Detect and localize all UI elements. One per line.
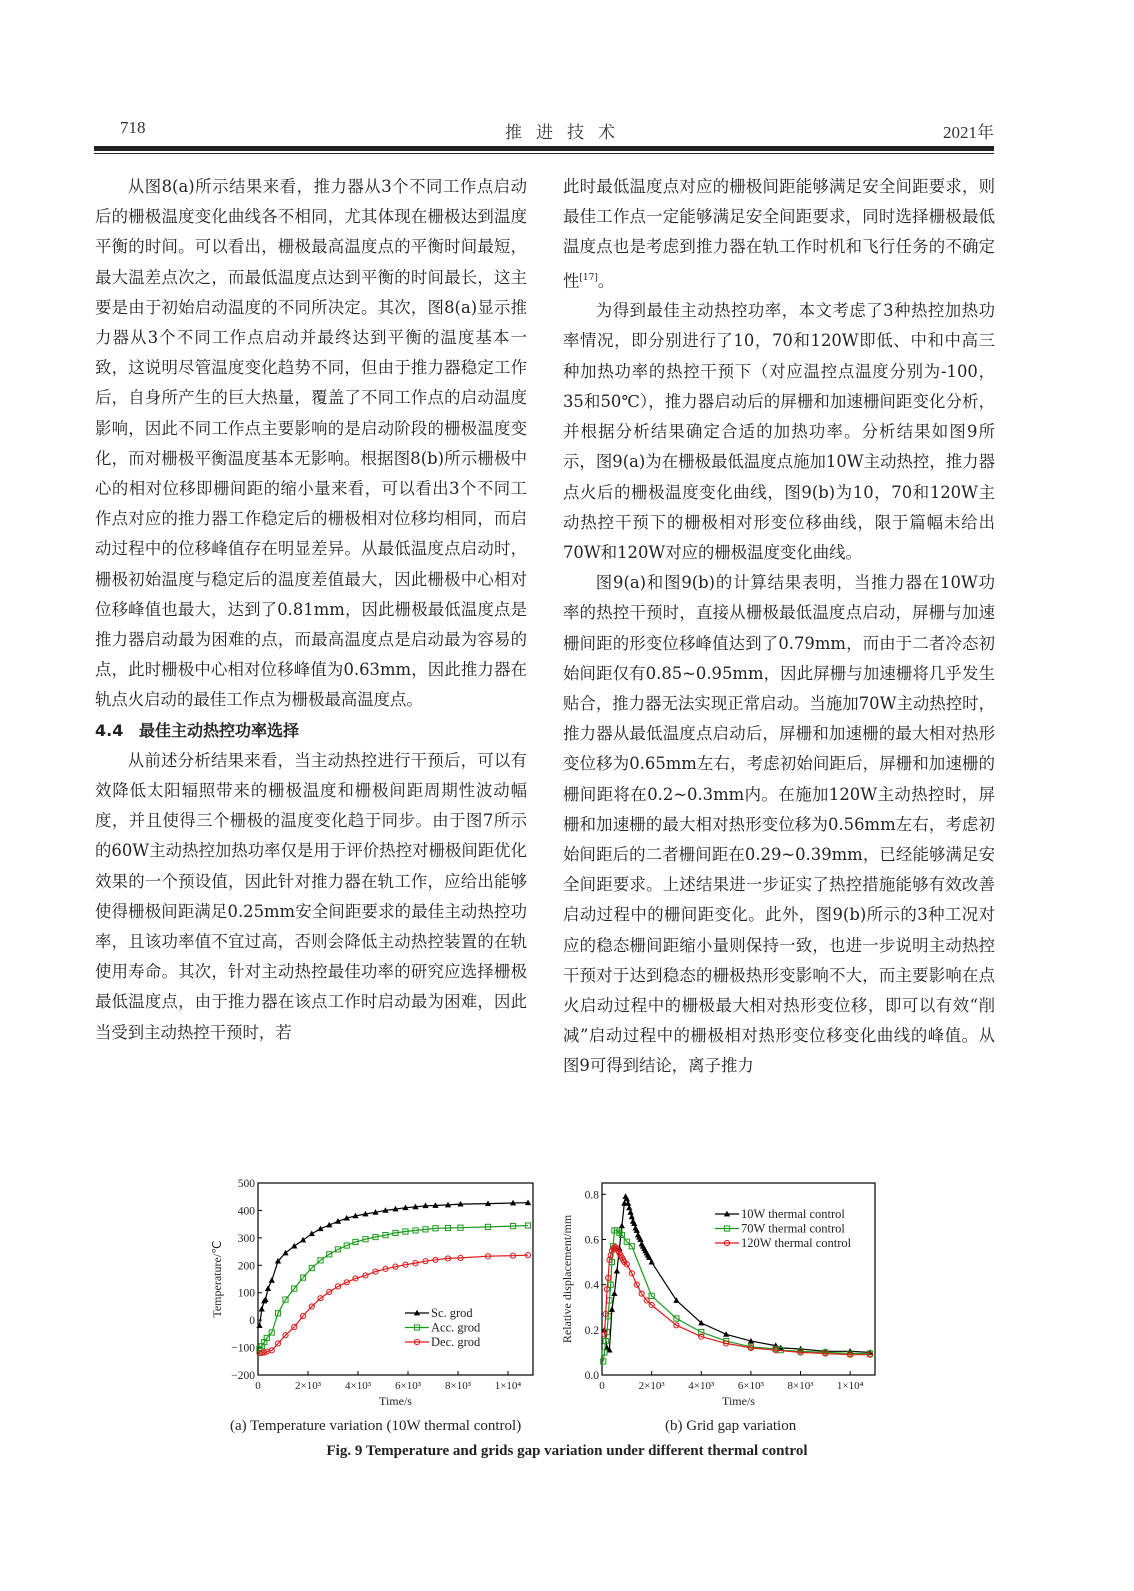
data-point: [627, 1205, 632, 1210]
journal-title: 推进技术: [505, 123, 629, 142]
data-point: [628, 1210, 633, 1215]
y-tick-label: 0.8: [584, 1189, 599, 1202]
y-tick-label: 300: [237, 1232, 255, 1245]
legend-label: 10W thermal control: [741, 1207, 845, 1221]
header-rule-thin: [94, 153, 994, 154]
data-point: [609, 1307, 614, 1312]
page-number: 718: [120, 118, 146, 137]
y-tick-label: 0.6: [584, 1234, 599, 1247]
series-dec-grod: [257, 1253, 531, 1356]
legend-entry: [405, 1306, 473, 1320]
legend-label: Sc. grod: [431, 1306, 473, 1320]
data-point: [649, 1259, 654, 1264]
section-number: 4.4: [95, 720, 124, 740]
body-paragraph: [563, 172, 995, 296]
section-title: 最佳主动热控功率选择: [139, 720, 300, 740]
temperature-chart: [205, 1170, 545, 1420]
series-line: [260, 1255, 529, 1353]
header-rule-thick: [94, 146, 994, 151]
citation-ref[interactable]: [17]: [579, 272, 598, 283]
x-tick-label: 4×10³: [688, 1380, 715, 1392]
data-point: [625, 1201, 630, 1206]
legend-entry: [715, 1222, 845, 1236]
y-tick-label: 0.2: [584, 1324, 599, 1337]
legend-label: 120W thermal control: [741, 1236, 852, 1250]
x-tick-label: 6×10³: [737, 1380, 764, 1392]
x-tick-label: 6×10³: [394, 1380, 422, 1392]
x-tick-label: 4×10³: [344, 1380, 372, 1392]
y-tick-label: 0: [249, 1315, 255, 1328]
data-point: [614, 1268, 619, 1273]
series-acc-grod: [257, 1223, 531, 1352]
x-tick-label: 0: [599, 1380, 605, 1392]
legend-entry: [715, 1236, 852, 1250]
y-tick-label: −200: [231, 1370, 255, 1382]
body-paragraph: 图9(a)和图9(b)的计算结果表明，当推力器在10W功率的热控干预时，直接从栅极最低温度点启动，屏栅与加速栅间距的形变位移峰值达到了0.79mm，而由于二者冷态初始间距仅有0.85~0.95mm，因此屏栅与加速栅将几乎发生贴合，推力器无法实现正常启动。当施加70W主动热控时，推力器从最低温度点启动后，屏栅和加速栅的最大相对热形变位移为0.65mm左右，考虑初始间距后，屏栅和加速栅的栅间距将在0.2~0.3mm内。在施加120W主动热控时，屏栅和加速栅的最大相对热形变位移为0.56mm左右，考虑初始间距后的二者栅间距在0.29~0.39mm，已经能够满足安全间距要求。上述结果进一步证实了热控措施能够有效改善启动过程中的栅间距变化。此外，图9(b)所示的3种工况对应的稳态栅间距缩小量则保持一致，也进一步说明主动热控干预对于达到稳态的栅极热形变影响不大，而主要影响在点火启动过程中的栅极最大相对热形变位移，即可以有效“削减”启动过程中的栅极相对热形变位移变化曲线的峰值。从图9可得到结论，离子推力: [563, 573, 995, 1076]
y-axis-label: Relative displacement/mm: [560, 1214, 574, 1344]
x-axis-label: Time/s: [722, 1394, 755, 1408]
data-point: [629, 1214, 634, 1219]
legend-label: 70W thermal control: [741, 1221, 845, 1236]
body-paragraph: 为得到最佳主动热控功率，本文考虑了3种热控加热功率情况，即分别进行了10，70和120W即低、中和中高三种加热功率的热控干预下（对应温控点温度分别为-100，35和50℃），推力器启动后的屏栅和加速栅间距变化分析，并根据分析结果确定合适的加热功率。分析结果如图9所示，图9(a)为在栅极最低温度点施加10W主动热控，推力器点火后的栅极温度变化曲线，图9(b)为10，70和120W主动热控干预下的栅极相对形变位移曲线，限于篇幅未给出70W和120W对应的栅极温度变化曲线。: [563, 301, 995, 562]
subfigure-caption-a: (a) Temperature variation (10W thermal control): [230, 1418, 522, 1434]
x-tick-label: 2×10³: [638, 1380, 665, 1392]
data-point: [259, 1307, 264, 1312]
y-tick-label: 500: [237, 1178, 255, 1190]
y-tick-label: 0.0: [584, 1370, 599, 1382]
y-tick-label: 100: [237, 1287, 255, 1300]
section-heading: [95, 716, 527, 746]
x-tick-label: 1×10⁴: [494, 1380, 522, 1392]
x-tick-label: 8×10³: [787, 1380, 814, 1392]
body-paragraph: 从前述分析结果来看，当主动热控进行干预后，可以有效降低太阳辐照带来的栅极温度和栅极间距周期性波动幅度，并且使得三个栅极的温度变化趋于同步。由于图7所示的60W主动热控加热功率仅是用于评价热控对栅极间距优化效果的一个预设值，因此针对推力器在轨工作，应给出能够使得栅极间距满足0.25mm安全间距要求的最佳主动热控功率，且该功率值不宜过高，否则会降低主动热控装置的在轨使用寿命。其次，针对主动热控最佳功率的研究应选择栅极最低温度点，由于推力器在该点工作时启动最为困难，因此当受到主动热控干预时，若: [95, 750, 527, 1042]
legend-entry: [405, 1335, 481, 1349]
x-tick-label: 1×10⁴: [836, 1380, 864, 1392]
data-point: [265, 1286, 270, 1291]
body-paragraph: 从图8(a)所示结果来看，推力器从3个不同工作点启动后的栅极温度变化曲线各不相同，尤其体现在栅极达到温度平衡的时间。可以看出，栅极最高温度点的平衡时间最短，最大温差点次之，而最低温度点达到平衡的时间最长，这主要是由于初始启动温度的不同所决定。其次，图8(a)显示推力器从3个不同工作点启动并最终达到平衡的温度基本一致，这说明尽管温度变化趋势不同，但由于推力器稳定工作后，自身所产生的巨大热量，覆盖了不同工作点的启动温度影响，因此不同工作点主要影响的是启动阶段的栅极温度变化，而对栅极平衡温度基本无影响。根据图8(b)所示栅极中心的相对位移即栅间距的缩小量来看，可以看出3个不同工作点对应的推力器工作稳定后的栅极相对位移均相同，而启动过程中的位移峰值存在明显差异。从最低温度点启动时，栅极初始温度与稳定后的温度差值最大，因此栅极中心相对位移峰值也最大，达到了0.81mm，因此栅极最低温度点是推力器启动最为困难的点，而最高温度点是启动最为容易的点，此时栅极中心相对位移峰值为0.63mm，因此推力器在轨点火启动的最佳工作点为栅极最高温度点。: [95, 177, 527, 710]
data-point: [612, 1291, 617, 1296]
data-point: [309, 1231, 314, 1236]
legend-entry: [405, 1321, 481, 1335]
legend-label: Dec. grod: [431, 1335, 481, 1349]
y-tick-label: 400: [237, 1205, 255, 1218]
figure-caption: Fig. 9 Temperature and grids gap variation under different thermal control: [326, 1443, 808, 1459]
data-point: [619, 1223, 624, 1228]
x-tick-label: 8×10³: [444, 1380, 472, 1392]
data-point: [269, 1278, 274, 1283]
subfigure-caption-b: (b) Grid gap variation: [665, 1418, 797, 1434]
grid-gap-chart: [555, 1170, 885, 1420]
series-line: [260, 1226, 529, 1349]
y-tick-label: −100: [231, 1342, 255, 1355]
paragraph-text: 此时最低温度点对应的栅极间距能够满足安全间距要求，则最佳工作点一定能够满足安全间距要求，同时选择栅极最低温度点也是考虑到推力器在轨工作时机和飞行任务的不确定性: [563, 177, 995, 291]
left-column: [95, 172, 527, 1048]
legend-entry: [715, 1207, 845, 1221]
y-tick-label: 200: [237, 1260, 255, 1273]
plot-frame: [258, 1183, 533, 1375]
series-sc-grod: [257, 1200, 531, 1328]
x-axis-label: Time/s: [379, 1394, 412, 1408]
x-tick-label: 2×10³: [294, 1380, 322, 1392]
y-tick-label: 0.4: [584, 1279, 599, 1292]
paragraph-end: 。: [597, 271, 615, 291]
legend-label: Acc. grod: [431, 1320, 481, 1335]
right-column: [563, 172, 995, 1082]
x-tick-label: 0: [255, 1380, 261, 1392]
y-axis-label: Temperature/℃: [210, 1240, 224, 1318]
publication-year: 2021年: [943, 123, 994, 142]
series-120w-thermal-control: [602, 1245, 873, 1357]
